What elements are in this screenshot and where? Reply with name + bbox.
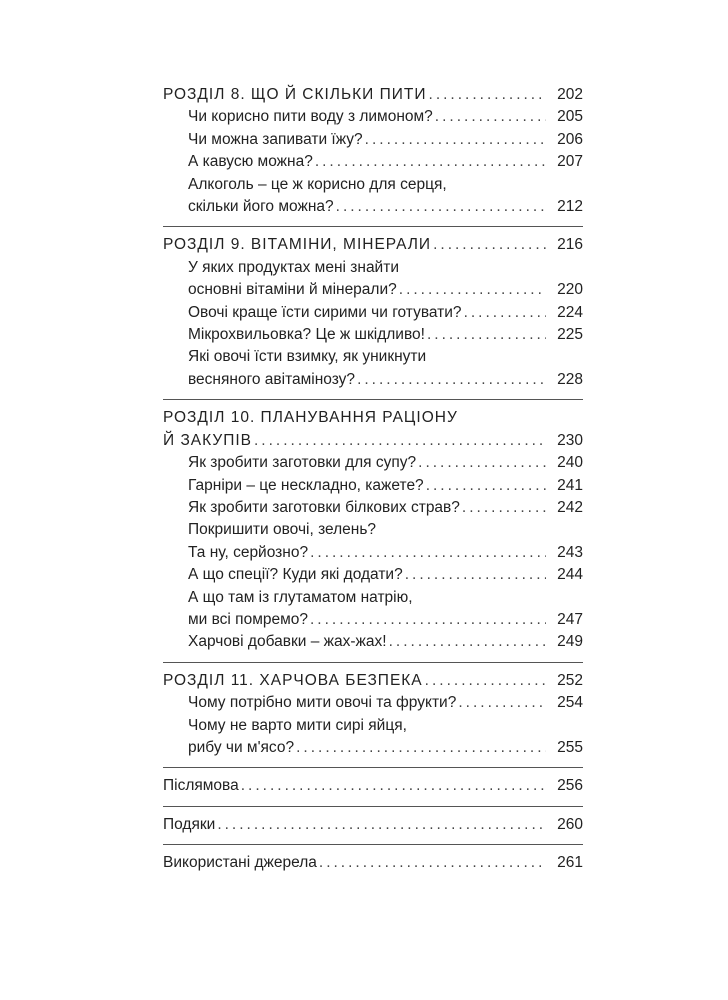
item-title-line2: Та ну, серйозно? (188, 543, 309, 561)
page-number: 202 (557, 86, 583, 103)
dot-leader (433, 234, 546, 256)
item-title-line1: А що там із глутаматом натрію, (188, 588, 413, 606)
toc-chapter-8 (163, 84, 583, 106)
dot-leader (319, 852, 546, 874)
page-number: 260 (557, 815, 583, 833)
toc-item (163, 497, 583, 519)
item-title-line1: Які овочі їсти взимку, як уникнути (188, 348, 427, 366)
section-divider (163, 806, 583, 807)
page-number: 255 (557, 738, 583, 756)
dot-leader (399, 279, 546, 301)
dot-leader (427, 324, 546, 346)
page-number: 247 (557, 610, 583, 628)
page-number: 242 (557, 498, 583, 516)
page-number: 205 (557, 108, 583, 126)
item-title-line1: Чому не варто мити сирі яйця, (188, 716, 407, 734)
dot-leader (405, 564, 546, 586)
toc-item (163, 692, 583, 714)
page-number: 212 (557, 198, 583, 216)
dot-leader (425, 670, 546, 692)
section-divider (163, 399, 583, 400)
toc-item (163, 452, 583, 474)
page-number: 240 (557, 454, 583, 472)
page-number: 254 (557, 694, 583, 712)
toc-item (163, 542, 583, 564)
page-number: 243 (557, 543, 583, 561)
page-number: 225 (557, 326, 583, 344)
dot-leader (462, 497, 546, 519)
item-title: А що спеції? Куди які додати? (188, 566, 403, 584)
item-title: А кавусю можна? (188, 153, 313, 171)
toc-item (163, 279, 583, 301)
page-number: 230 (557, 431, 583, 449)
page-number: 241 (557, 476, 583, 494)
toc-chapter-10 (163, 430, 583, 452)
item-title: Мікрохвильовка? Це ж шкідливо! (188, 326, 425, 344)
item-title: Гарніри – це нескладно, кажете? (188, 476, 424, 494)
toc-item (163, 564, 583, 586)
table-of-contents (163, 84, 583, 875)
page-number: 220 (557, 281, 583, 299)
toc-item (163, 369, 583, 391)
dot-leader (365, 129, 546, 151)
dot-leader (426, 475, 546, 497)
page-number: 224 (557, 303, 583, 321)
chapter-title: РОЗДІЛ 9. ВІТАМІНИ, МІНЕРАЛИ (163, 236, 432, 254)
item-title: Чи можна запивати їжу? (188, 130, 363, 148)
toc-item (163, 324, 583, 346)
section-divider (163, 226, 583, 227)
dot-leader (464, 302, 546, 324)
section-divider (163, 767, 583, 768)
page-number: 249 (557, 633, 583, 651)
item-title-line2: ми всі помремо? (188, 610, 308, 628)
dot-leader (336, 196, 546, 218)
page-number: 244 (557, 566, 583, 584)
item-title: Харчові добавки – жах-жах! (188, 633, 387, 651)
dot-leader (389, 631, 546, 653)
item-title-line2: основні вітаміни й мінерали? (188, 281, 397, 299)
dot-leader (357, 369, 546, 391)
page-number: 252 (557, 671, 583, 689)
page-number: 261 (557, 854, 583, 872)
dot-leader (315, 151, 546, 173)
toc-item (163, 475, 583, 497)
section-divider (163, 844, 583, 845)
page-number: 216 (557, 236, 583, 254)
toc-thanks (163, 814, 583, 836)
item-title: Як зробити заготовки для супу? (188, 454, 417, 472)
item-title-line1: Покришити овочі, зелень? (188, 521, 377, 539)
item-title-line1: Алкоголь – це ж корисно для серця, (188, 175, 447, 193)
toc-chapter-9 (163, 234, 583, 256)
toc-item (163, 129, 583, 151)
item-title: Чи корисно пити воду з лимоном? (188, 108, 433, 126)
dot-leader (418, 452, 546, 474)
dot-leader (429, 84, 546, 106)
item-title: Чому потрібно мити овочі та фрукти? (188, 694, 457, 712)
toc-item (163, 302, 583, 324)
toc-item (163, 151, 583, 173)
item-title-line2: рибу чи м'ясо? (188, 738, 295, 756)
item-title-line2: весняного авітамінозу? (188, 370, 356, 388)
toc-item (163, 609, 583, 631)
entry-title: Післямова (163, 777, 239, 795)
dot-leader (217, 814, 546, 836)
dot-leader (310, 542, 546, 564)
toc-sources (163, 852, 583, 874)
item-title: Як зробити заготовки білкових страв? (188, 498, 460, 516)
section-divider (163, 662, 583, 663)
page-number: 207 (557, 153, 583, 171)
toc-item (163, 631, 583, 653)
toc-afterword (163, 775, 583, 797)
entry-title: Використані джерела (163, 854, 317, 872)
dot-leader (296, 737, 546, 759)
chapter-title-line1: РОЗДІЛ 10. ПЛАНУВАННЯ РАЦІОНУ (163, 409, 458, 427)
chapter-title-line2: Й ЗАКУПІВ (163, 431, 252, 449)
chapter-title: РОЗДІЛ 11. ХАРЧОВА БЕЗПЕКА (163, 671, 423, 689)
dot-leader (435, 106, 546, 128)
toc-item (163, 106, 583, 128)
toc-item (163, 196, 583, 218)
page-number: 206 (557, 130, 583, 148)
toc-item (163, 737, 583, 759)
page-number: 256 (557, 777, 583, 795)
toc-chapter-11 (163, 670, 583, 692)
item-title-line1: У яких продуктах мені знайти (188, 258, 399, 276)
chapter-title: РОЗДІЛ 8. ЩО Й СКІЛЬКИ ПИТИ (163, 86, 427, 103)
item-title-line2: скільки його можна? (188, 198, 334, 216)
dot-leader (458, 692, 546, 714)
item-title: Овочі краще їсти сирими чи готувати? (188, 303, 462, 321)
page-number: 228 (557, 370, 583, 388)
entry-title: Подяки (163, 815, 216, 833)
dot-leader (241, 775, 546, 797)
dot-leader (310, 609, 546, 631)
dot-leader (254, 430, 546, 452)
